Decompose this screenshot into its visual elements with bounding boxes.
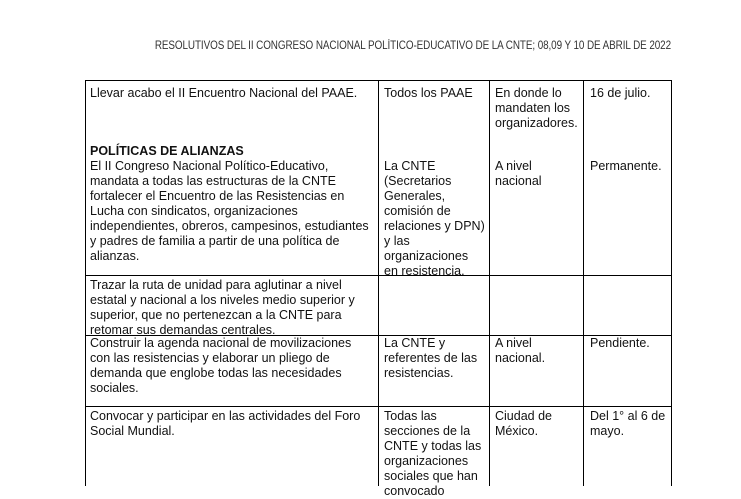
column-divider — [671, 80, 672, 486]
row-2-action: El II Congreso Nacional Político-Educativo, mandata a todas las estructuras de la CNTE fortalecer el Encuentro de las Resistencias en Lucha con sindicatos, organizaciones independientes, obreros, campesinos, estudiantes y padres de familia a partir de una política de alianzas. — [90, 159, 369, 263]
section-title-alianzas: POLÍTICAS DE ALIANZAS — [90, 144, 244, 158]
row-2-who: La CNTE (Secretarios Generales, comisión de relaciones y DPN) y las organizaciones en resistencia. — [384, 159, 485, 278]
row-1-where: En donde lo mandaten los organizadores. — [495, 86, 578, 130]
row-5-when: Del 1° al 6 de mayo. — [590, 409, 666, 438]
row-2-when: Permanente. — [590, 159, 662, 173]
column-divider — [85, 80, 86, 486]
row-1-when: 16 de julio. — [590, 86, 651, 100]
document-header: RESOLUTIVOS DEL II CONGRESO NACIONAL POLÍTICO-EDUCATIVO DE LA CNTE; 08,09 Y 10 DE ABRIL DE 2022 — [154, 40, 671, 52]
column-divider — [583, 80, 584, 486]
row-1-action: Llevar acabo el II Encuentro Nacional del PAAE. — [90, 86, 358, 100]
row-4-action: Construir la agenda nacional de movilizaciones con las resistencias y elaborar un pliego de demanda que englobe todas las necesidades sociales. — [90, 336, 352, 395]
column-divider — [489, 80, 490, 486]
row-5-where: Ciudad de México. — [495, 409, 552, 438]
row-1-who: Todos los PAAE — [384, 86, 473, 100]
column-divider — [378, 80, 379, 486]
row-5-action: Convocar y participar en las actividades del Foro Social Mundial. — [90, 409, 361, 438]
row-4-where: A nivel nacional. — [495, 336, 546, 365]
row-5-who: Todas las secciones de la CNTE y todas las organizaciones sociales que han convocado — [384, 409, 482, 498]
row-4-who: La CNTE y referentes de las resistencias. — [384, 336, 478, 380]
row-4-when: Pendiente. — [590, 336, 650, 350]
row-3-action: Trazar la ruta de unidad para aglutinar a nivel estatal y nacional a los niveles medio superior y superior, que no pertenezcan a la CNTE para retomar sus demandas centrales. — [90, 278, 355, 337]
row-2-where: A nivel nacional — [495, 159, 542, 188]
